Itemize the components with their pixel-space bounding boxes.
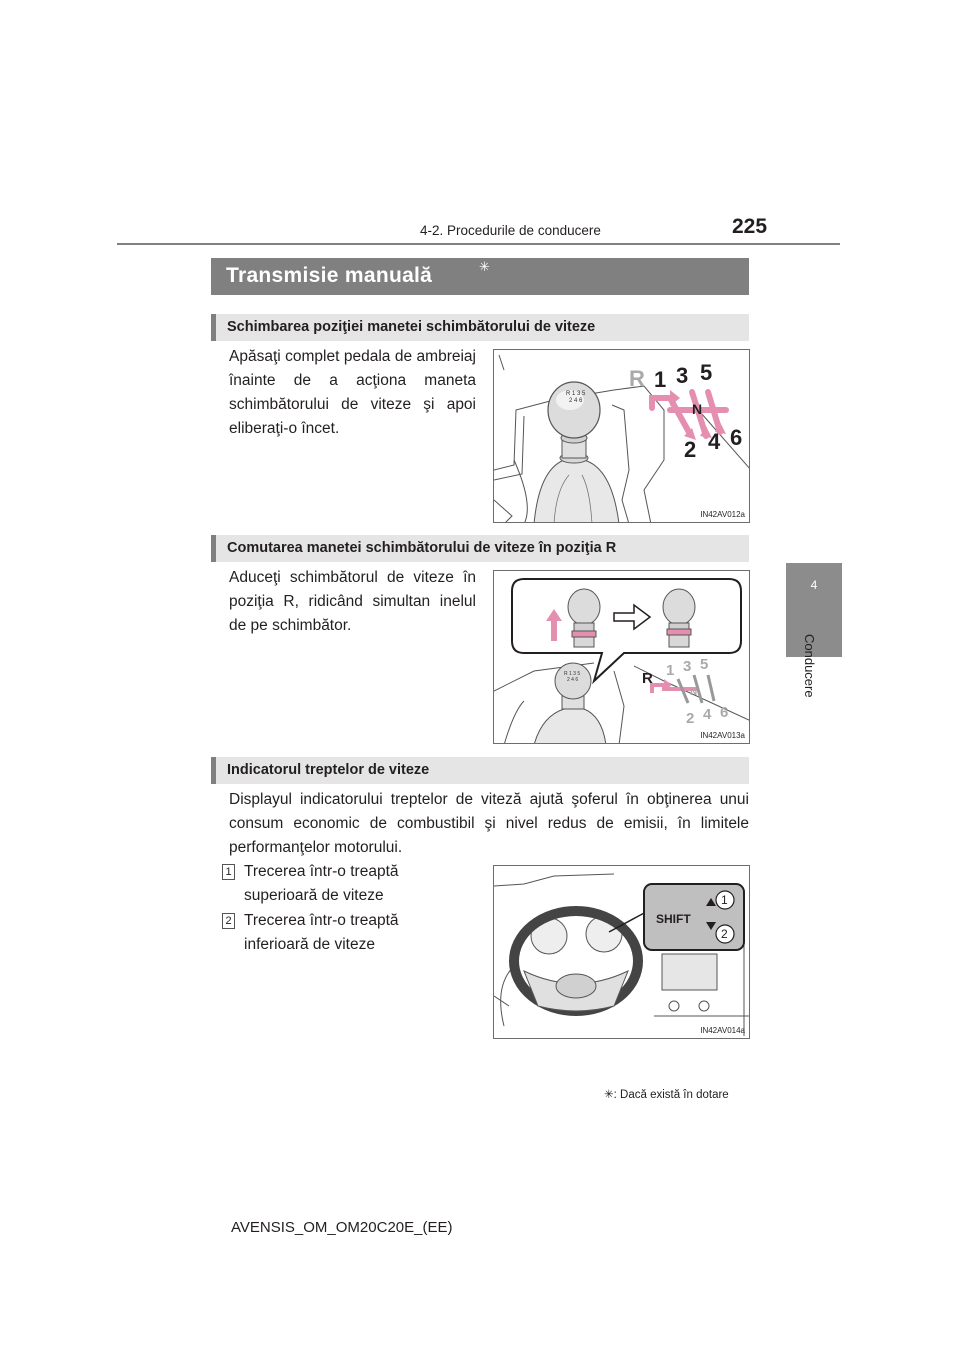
shift-indicator-label: SHIFT <box>656 912 691 926</box>
gear-label-r: R <box>642 670 653 687</box>
header-section-title: 4-2. Procedurile de conducere <box>420 223 601 238</box>
gear-label-2: 2 <box>686 710 695 727</box>
chapter-tab-label-text: Conducere <box>802 634 817 698</box>
figure-code: IN42AV012a <box>700 510 745 519</box>
header-divider <box>117 243 840 245</box>
list-item-shift-down: Trecerea într-o treaptă inferioară de viteze <box>244 912 399 953</box>
gear-label-4: 4 <box>708 429 721 454</box>
footnote-marker: ✳ <box>604 1089 614 1101</box>
svg-text:2 4 6: 2 4 6 <box>567 677 579 683</box>
gear-label-n: N <box>690 687 698 698</box>
list-number-1: 1 <box>222 864 235 880</box>
page-number: 225 <box>732 215 768 238</box>
subheading-bar-1 <box>211 314 749 341</box>
gear-label-4: 4 <box>703 706 712 723</box>
reverse-shift-illustration <box>494 571 750 744</box>
page-header <box>0 0 960 250</box>
gear-label-1: 1 <box>654 367 667 392</box>
figure-code: IN42AV014a <box>700 1026 745 1035</box>
optional-equipment-marker: ✳ <box>479 259 490 274</box>
figure-gear-indicator <box>493 865 750 1039</box>
paragraph-reverse-position: Aduceţi schimbătorul de viteze în poziţia R, ridicând simultan inelul de pe schimbător. <box>229 569 476 634</box>
paragraph-gear-indicator: Displayul indicatorului treptelor de viteză ajută şoferul în obţinerea unui consum economic de combustibil şi nivel redus de emisii, în limitele performanţelor motorului. <box>229 791 749 856</box>
subheading-bar-3 <box>211 757 749 784</box>
footnote <box>604 1087 729 1101</box>
svg-text:R 1 3 5: R 1 3 5 <box>564 671 581 677</box>
subheading-gear-indicator: Indicatorul treptelor de viteze <box>227 762 430 778</box>
callout-1: 1 <box>721 893 728 907</box>
subheading-bar-2 <box>211 535 749 562</box>
dashboard-illustration <box>494 866 750 1039</box>
figure-gear-shift-pattern <box>493 349 750 523</box>
gear-label-6: 6 <box>720 704 729 721</box>
figure-reverse-shift <box>493 570 750 744</box>
list-number-2: 2 <box>222 913 235 929</box>
subheading-reverse-position: Comutarea manetei schimbătorului de viteze în poziţia R <box>227 540 617 556</box>
gear-label-5: 5 <box>700 360 713 385</box>
document-code: AVENSIS_OM_OM20C20E_(EE) <box>231 1219 453 1236</box>
gear-label-3: 3 <box>683 658 692 675</box>
paragraph-shift-position: Apăsaţi complet pedala de ambreiaj înainte de a acţiona maneta schimbătorului de viteze şi apoi eliberaţi-o încet. <box>229 348 476 437</box>
gear-label-5: 5 <box>700 656 709 673</box>
gear-label-6: 6 <box>730 425 743 450</box>
callout-2: 2 <box>721 927 728 941</box>
chapter-tab-number: 4 <box>810 578 818 592</box>
list-item-shift-up: Trecerea într-o treaptă superioară de viteze <box>244 863 399 904</box>
svg-text:R 1 3 5: R 1 3 5 <box>566 391 586 397</box>
chapter-tab-label <box>783 634 839 774</box>
gear-label-2: 2 <box>684 437 697 462</box>
gear-label-3: 3 <box>676 363 689 388</box>
footnote-text: : Dacă există în dotare <box>613 1089 729 1101</box>
section-title-bar <box>211 258 749 295</box>
svg-text:2 4 6: 2 4 6 <box>569 398 583 404</box>
gear-label-1: 1 <box>666 662 675 679</box>
section-title: Transmisie manuală <box>226 264 433 287</box>
gear-shift-illustration <box>494 350 750 523</box>
gear-label-r: R <box>629 366 645 391</box>
subheading-shift-position: Schimbarea poziţiei manetei schimbătorului de viteze <box>227 319 596 335</box>
figure-code: IN42AV013a <box>700 731 745 740</box>
gear-label-n: N <box>692 401 703 417</box>
